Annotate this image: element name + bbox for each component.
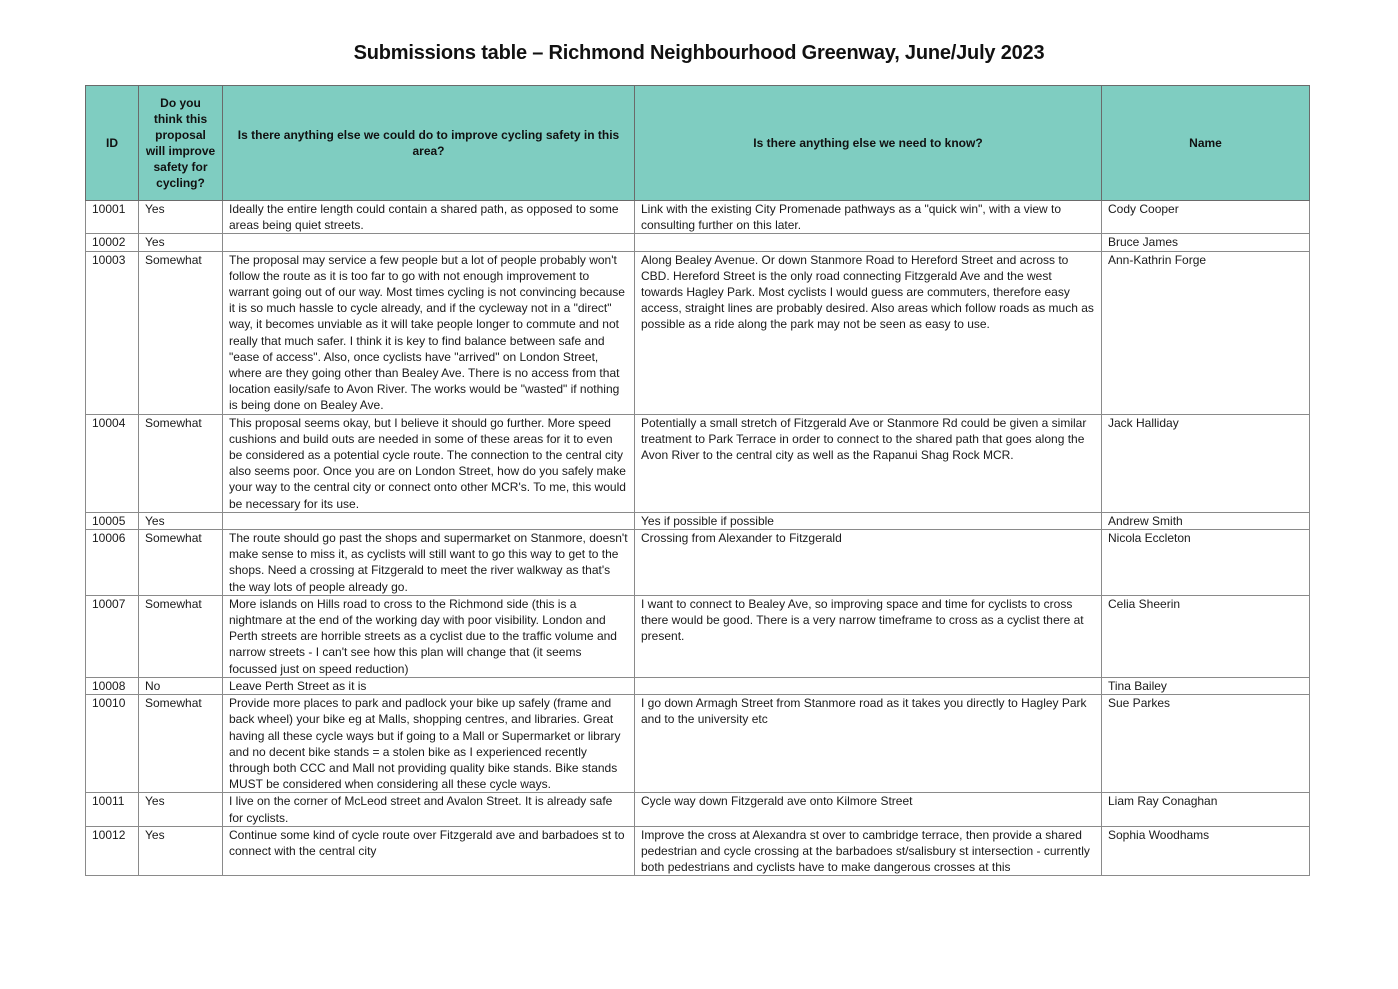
cell-improve: I live on the corner of McLeod street and Avalon Street. It is already safe for cyclists.: [223, 793, 635, 826]
cell-id: 10005: [86, 512, 139, 529]
table-row: [86, 512, 1310, 529]
cell-id: 10012: [86, 826, 139, 876]
cell-name: Jack Halliday: [1102, 414, 1310, 512]
cell-improve: [223, 234, 635, 251]
table-row: [86, 695, 1310, 793]
cell-name: Liam Ray Conaghan: [1102, 793, 1310, 826]
cell-name: Ann-Kathrin Forge: [1102, 251, 1310, 414]
cell-safety: Somewhat: [139, 251, 223, 414]
header-name: Name: [1102, 86, 1310, 201]
table-row: [86, 793, 1310, 826]
cell-know: Cycle way down Fitzgerald ave onto Kilmore Street: [635, 793, 1102, 826]
header-id: ID: [86, 86, 139, 201]
header-row: [86, 86, 1310, 201]
table-row: [86, 677, 1310, 694]
cell-name: Sophia Woodhams: [1102, 826, 1310, 876]
table-row: [86, 595, 1310, 677]
cell-know: Yes if possible if possible: [635, 512, 1102, 529]
cell-improve: Provide more places to park and padlock your bike up safely (frame and back wheel) your bike eg at Malls, shopping centres, and libraries. Great having all these cycle ways but if going to a Mall or Supermarket or library and no decent bike stands = a stolen bike as I experienced recently through both CCC and Mall not providing quality bike stands. Bike stands MUST be considered when considering all these cycle ways.: [223, 695, 635, 793]
cell-name: Tina Bailey: [1102, 677, 1310, 694]
table-row: [86, 826, 1310, 876]
cell-safety: Somewhat: [139, 414, 223, 512]
cell-id: 10004: [86, 414, 139, 512]
table-row: [86, 234, 1310, 251]
cell-improve: More islands on Hills road to cross to the Richmond side (this is a nightmare at the end of the working day with poor visibility. London and Perth streets are horrible streets as a cyclist due to the traffic volume and narrow streets - I can't see how this plan will change that (it seems focussed just on speed reduction): [223, 595, 635, 677]
table-row: [86, 530, 1310, 596]
header-safety: Do you think this proposal will improve safety for cycling?: [139, 86, 223, 201]
cell-id: 10010: [86, 695, 139, 793]
table-row: [86, 201, 1310, 234]
header-know: Is there anything else we need to know?: [635, 86, 1102, 201]
cell-id: 10011: [86, 793, 139, 826]
cell-safety: No: [139, 677, 223, 694]
cell-name: Celia Sheerin: [1102, 595, 1310, 677]
cell-name: Bruce James: [1102, 234, 1310, 251]
cell-id: 10001: [86, 201, 139, 234]
cell-id: 10006: [86, 530, 139, 596]
table-row: [86, 251, 1310, 414]
cell-know: Crossing from Alexander to Fitzgerald: [635, 530, 1102, 596]
header-improve: Is there anything else we could do to improve cycling safety in this area?: [223, 86, 635, 201]
cell-know: Improve the cross at Alexandra st over to cambridge terrace, then provide a shared pedestrian and cycle crossing at the barbadoes st/salisbury st intersection - currently both pedestrians and cyclists have to make dangerous crosses at this: [635, 826, 1102, 876]
submissions-table: [85, 85, 1310, 876]
cell-safety: Yes: [139, 234, 223, 251]
cell-name: Nicola Eccleton: [1102, 530, 1310, 596]
page-title: Submissions table – Richmond Neighbourhood Greenway, June/July 2023: [353, 42, 1045, 64]
cell-know: [635, 234, 1102, 251]
cell-safety: Yes: [139, 512, 223, 529]
cell-improve: The proposal may service a few people but a lot of people probably won't follow the route as it is too far to go with not enough improvement to warrant going out of our way. Most times cycling is not convincing because it is so much hassle to cycle already, and if the cycleway not in a "direct" way, it becomes unviable as it will take people longer to commute and not really that much safer. I think it is key to find balance between safe and "ease of access". Also, once cyclists have "arrived" on London Street, where are they going other than Bealey Ave. There is no access from that location easily/safe to Avon River. The works would be "wasted" if nothing is being done on Bealey Ave.: [223, 251, 635, 414]
cell-improve: Continue some kind of cycle route over Fitzgerald ave and barbadoes st to connect with the central city: [223, 826, 635, 876]
cell-safety: Yes: [139, 201, 223, 234]
cell-id: 10007: [86, 595, 139, 677]
cell-improve: [223, 512, 635, 529]
cell-know: I want to connect to Bealey Ave, so improving space and time for cyclists to cross there would be good. There is a very narrow timeframe to cross as a cyclist there at present.: [635, 595, 1102, 677]
cell-safety: Somewhat: [139, 595, 223, 677]
cell-improve: The route should go past the shops and supermarket on Stanmore, doesn't make sense to miss it, as cyclists will still want to go this way to get to the shops. Need a crossing at Fitzgerald to meet the river walkway as that's the way lots of people already go.: [223, 530, 635, 596]
cell-name: Sue Parkes: [1102, 695, 1310, 793]
cell-know: Potentially a small stretch of Fitzgerald Ave or Stanmore Rd could be given a similar treatment to Park Terrace in order to connect to the shared path that goes along the Avon River to the central city as well as the Rapanui Shag Rock MCR.: [635, 414, 1102, 512]
cell-name: Andrew Smith: [1102, 512, 1310, 529]
cell-id: 10003: [86, 251, 139, 414]
cell-improve: Leave Perth Street as it is: [223, 677, 635, 694]
cell-name: Cody Cooper: [1102, 201, 1310, 234]
table-row: [86, 414, 1310, 512]
cell-know: [635, 677, 1102, 694]
cell-know: Link with the existing City Promenade pathways as a "quick win", with a view to consulting further on this later.: [635, 201, 1102, 234]
cell-improve: Ideally the entire length could contain a shared path, as opposed to some areas being quiet streets.: [223, 201, 635, 234]
cell-know: Along Bealey Avenue. Or down Stanmore Road to Hereford Street and across to CBD. Hereford Street is the only road connecting Fitzgerald Ave and the west towards Hagley Park. Most cyclists I would guess are commuters, therefore easy access, straight lines are probably desired. Also areas which follow roads as much as possible as a ride along the park may not be seen as easy to use.: [635, 251, 1102, 414]
cell-improve: This proposal seems okay, but I believe it should go further. More speed cushions and build outs are needed in some of these areas for it to even be considered as a potential cycle route. The connection to the central city also seems poor. Once you are on London Street, how do you safely make your way to the central city or connect onto other MCR's. To me, this would be necessary for its use.: [223, 414, 635, 512]
cell-id: 10002: [86, 234, 139, 251]
cell-know: I go down Armagh Street from Stanmore road as it takes you directly to Hagley Park and to the university etc: [635, 695, 1102, 793]
cell-safety: Yes: [139, 826, 223, 876]
cell-safety: Yes: [139, 793, 223, 826]
cell-safety: Somewhat: [139, 695, 223, 793]
cell-safety: Somewhat: [139, 530, 223, 596]
cell-id: 10008: [86, 677, 139, 694]
